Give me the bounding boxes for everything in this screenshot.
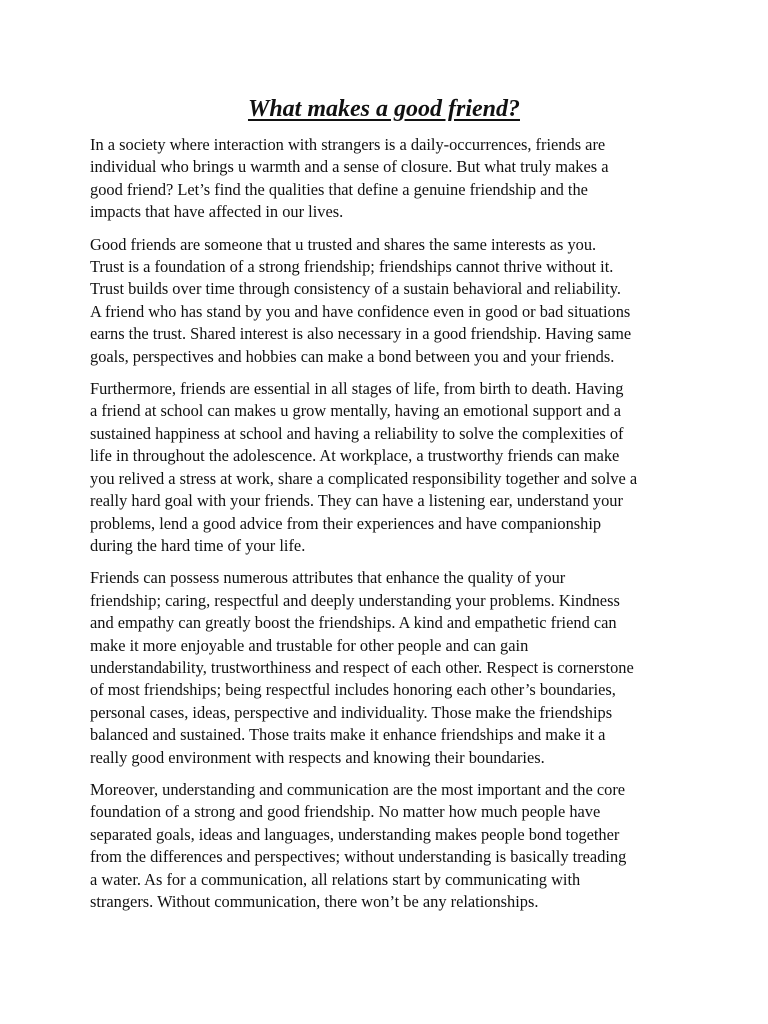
text-line: Moreover, understanding and communication are the most important and the core — [90, 779, 626, 799]
text-line: individual who brings u warmth and a sense of closure. But what truly makes a — [90, 157, 609, 177]
text-line: personal cases, ideas, perspective and individuality. Those make the friendships — [90, 702, 613, 722]
text-line: balanced and sustained. Those traits make it enhance friendships and make it a — [90, 725, 606, 745]
text-line: make it more enjoyable and trustable for other people and can gain — [90, 635, 529, 655]
text-line: goals, perspectives and hobbies can make a bond between you and your friends. — [90, 346, 615, 366]
text-line: sustained happiness at school and having a reliability to solve the complexities of — [90, 423, 624, 443]
text-line: a friend at school can makes u grow mentally, having an emotional support and a — [90, 401, 622, 421]
paragraph-intro — [90, 134, 690, 224]
text-line: Furthermore, friends are essential in all stages of life, from birth to death. Having — [90, 379, 624, 399]
text-line: earns the trust. Shared interest is also necessary in a good friendship. Having same — [90, 324, 632, 344]
text-line: understandability, trustworthiness and respect of each other. Respect is cornerstone — [90, 657, 634, 677]
text-line: A friend who has stand by you and have confidence even in good or bad situations — [90, 301, 631, 321]
text-line: good friend? Let’s find the qualities that define a genuine friendship and the — [90, 179, 588, 199]
text-line: of most friendships; being respectful includes honoring each other’s boundaries, — [90, 680, 616, 700]
text-line: Good friends are someone that u trusted and shares the same interests as you. — [90, 234, 597, 254]
text-line: life in throughout the adolescence. At workplace, a trustworthy friends can make — [90, 446, 620, 466]
paragraph-attributes — [90, 567, 690, 769]
text-line: during the hard time of your life. — [90, 535, 306, 555]
paragraph-life-stages — [90, 378, 690, 557]
text-line: Trust builds over time through consistency of a sustain behavioral and reliability. — [90, 279, 621, 299]
paragraph-trust — [90, 234, 690, 368]
text-line: In a society where interaction with strangers is a daily-occurrences, friends are — [90, 135, 606, 154]
text-line: Trust is a foundation of a strong friendship; friendships cannot thrive without it. — [90, 257, 614, 277]
document-title: What makes a good friend? — [247, 96, 520, 122]
text-line: and empathy can greatly boost the friendships. A kind and empathetic friend can — [90, 613, 617, 633]
document-body — [90, 134, 690, 923]
paragraph-communication — [90, 779, 690, 913]
text-line: Friends can possess numerous attributes that enhance the quality of your — [90, 568, 566, 588]
text-line: problems, lend a good advice from their experiences and have companionship — [90, 513, 602, 533]
text-line: foundation of a strong and good friendship. No matter how much people have — [90, 802, 601, 822]
text-line: separated goals, ideas and languages, understanding makes people bond together — [90, 824, 620, 844]
text-line: you relived a stress at work, share a complicated responsibility together and solve a — [90, 468, 638, 488]
text-line: a water. As for a communication, all relations start by communicating with — [90, 869, 581, 889]
text-line: impacts that have affected in our lives. — [90, 202, 344, 222]
text-line: really hard goal with your friends. They can have a listening ear, understand your — [90, 491, 623, 511]
text-line: really good environment with respects and knowing their boundaries. — [90, 747, 545, 767]
text-line: friendship; caring, respectful and deeply understanding your problems. Kindness — [90, 590, 620, 610]
text-line: strangers. Without communication, there won’t be any relationships. — [90, 892, 539, 911]
text-line: from the differences and perspectives; without understanding is basically treading — [90, 847, 627, 867]
